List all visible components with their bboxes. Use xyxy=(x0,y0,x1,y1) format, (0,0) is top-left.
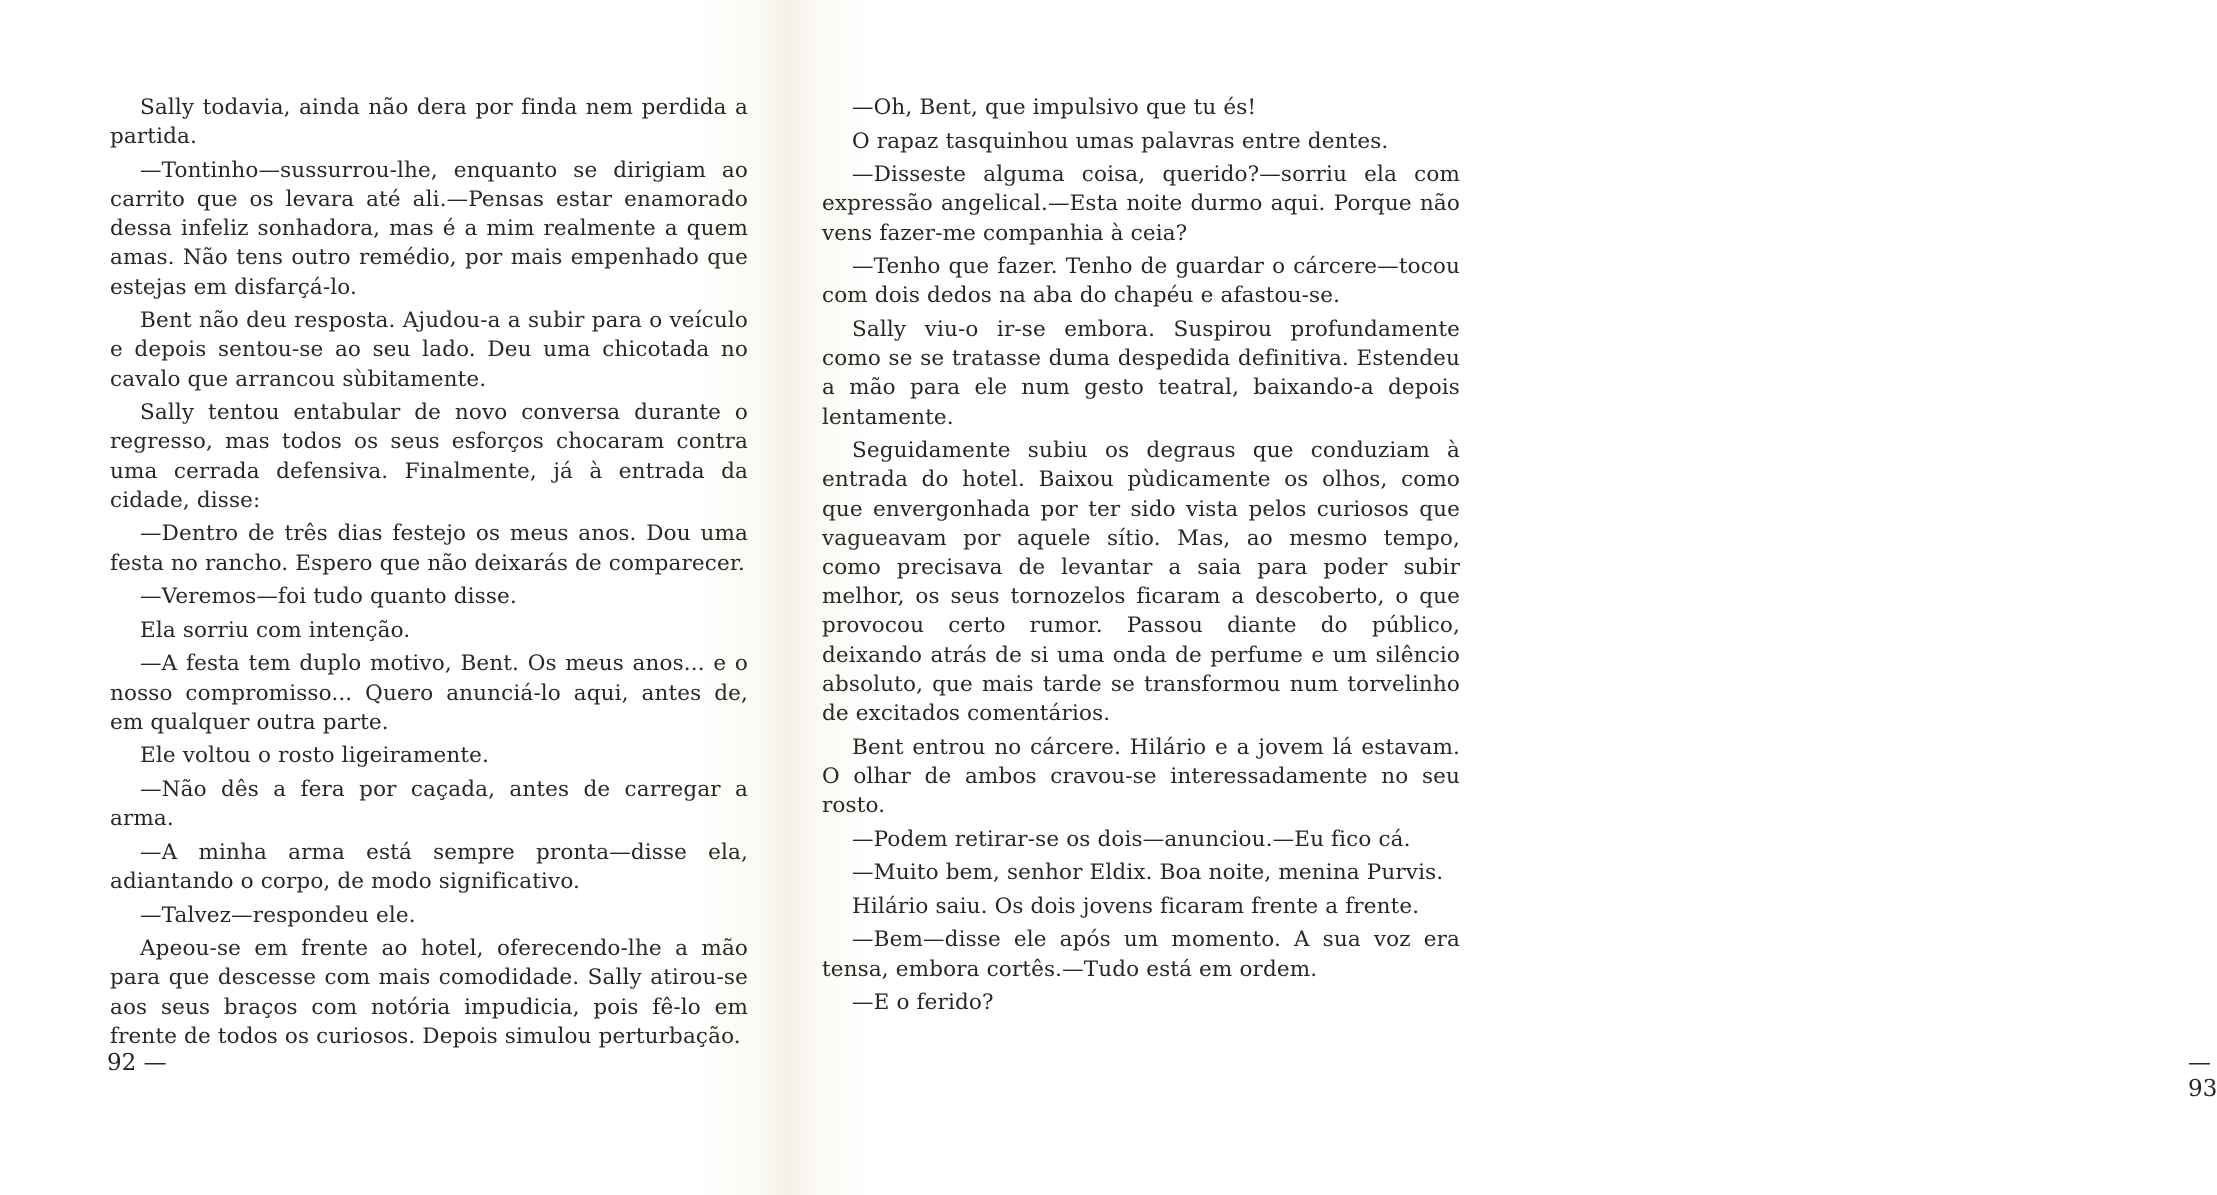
page-number-right: — 93 xyxy=(2188,1050,2217,1102)
paragraph: —Muito bem, senhor Eldix. Boa noite, menina Purvis. xyxy=(852,860,1444,886)
paragraph: Bent não deu resposta. Ajudou-a a subir para o veículo e depois sentou-se ao seu lado. Deu uma chicotada no cavalo que arrancou sùbitamente. xyxy=(110,308,748,392)
paragraph: Sally todavia, ainda não dera por finda nem perdida a partida. xyxy=(110,95,748,150)
paragraph: Sally viu-o ir-se embora. Suspirou profundamente como se se tratasse duma despedida definitiva. Estendeu a mão para ele num gesto teatral, baixando-a depois lentamente. xyxy=(822,316,1460,430)
paragraph: —Podem retirar-se os dois—anunciou.—Eu fico cá. xyxy=(852,826,1411,852)
paragraph: Ele voltou o rosto ligeiramente. xyxy=(140,743,489,769)
paragraph: Sally tentou entabular de novo conversa durante o regresso, mas todos os seus esforços chocaram contra uma cerrada defensiva. Finalmente, já à entrada da cidade, disse: xyxy=(110,400,748,513)
paragraph: Seguidamente subiu os degraus que conduziam à entrada do hotel. Baixou pùdicamente os olhos, como que envergonhada por ter sido vista pelos curiosos que vagueavam por aquele sítio. Mas, ao mesmo tempo, como precisava de levantar a saia para poder subir melhor, os seus tornozelos ficaram a descoberto, o que provocou certo rumor. Passou diante do público, deixando atrás de si uma onda de perfume e um silêncio absoluto, que mais tarde se transformou num torvelinho de excitados comentários. xyxy=(822,438,1460,727)
page-number-left: 92 — xyxy=(107,1050,167,1076)
paragraph: —Talvez—respondeu ele. xyxy=(140,902,416,928)
paragraph: Hilário saiu. Os dois jovens ficaram frente a frente. xyxy=(852,893,1420,919)
paragraph: —Veremos—foi tudo quanto disse. xyxy=(140,584,517,610)
paragraph: Apeou-se em frente ao hotel, oferecendo-lhe a mão para que descesse com mais comodidade. Sally atirou-se aos seus braços com notória impudicia, pois fê-lo em frente de todos os curiosos. Depois simulou perturbação. xyxy=(110,936,748,1049)
left-page xyxy=(0,0,790,1195)
paragraph: —A minha arma está sempre pronta—disse ela, adiantando o corpo, de modo significativo. xyxy=(110,839,748,894)
paragraph: Bent entrou no cárcere. Hilário e a jovem lá estavam. O olhar de ambos cravou-se interessadamente no seu rosto. xyxy=(822,734,1460,819)
paragraph: —Tontinho—sussurrou-lhe, enquanto se dirigiam ao carrito que os levara até ali.—Pensas estar enamorado dessa infeliz sonhadora, mas é a mim realmente a quem amas. Não tens outro remédio, por mais empenhado que estejas em disfarçá-lo. xyxy=(110,157,748,300)
paragraph: —Dentro de três dias festejo os meus anos. Dou uma festa no rancho. Espero que não deixarás de comparecer. xyxy=(110,521,748,576)
paragraph: Ela sorriu com intenção. xyxy=(140,617,411,643)
paragraph: O rapaz tasquinhou umas palavras entre dentes. xyxy=(852,128,1389,154)
paragraph: —E o ferido? xyxy=(852,990,994,1016)
left-page-text xyxy=(110,93,748,1055)
paragraph: —Bem—disse ele após um momento. A sua voz era tensa, embora cortês.—Tudo está em ordem. xyxy=(822,927,1460,982)
paragraph: —Oh, Bent, que impulsivo que tu és! xyxy=(852,95,1257,120)
paragraph: —Não dês a fera por caçada, antes de carregar a arma. xyxy=(110,776,748,832)
paragraph: —Tenho que fazer. Tenho de guardar o cárcere—tocou com dois dedos na aba do chapéu e afastou-se. xyxy=(822,254,1460,309)
paragraph: —A festa tem duplo motivo, Bent. Os meus anos... e o nosso compromisso... Quero anunciá-lo aqui, antes de, em qualquer outra parte. xyxy=(110,651,748,735)
right-page-text xyxy=(822,93,1460,1022)
paragraph: —Disseste alguma coisa, querido?—sorriu ela com expressão angelical.—Esta noite durmo aqui. Porque não vens fazer-me companhia à ceia? xyxy=(822,162,1460,246)
